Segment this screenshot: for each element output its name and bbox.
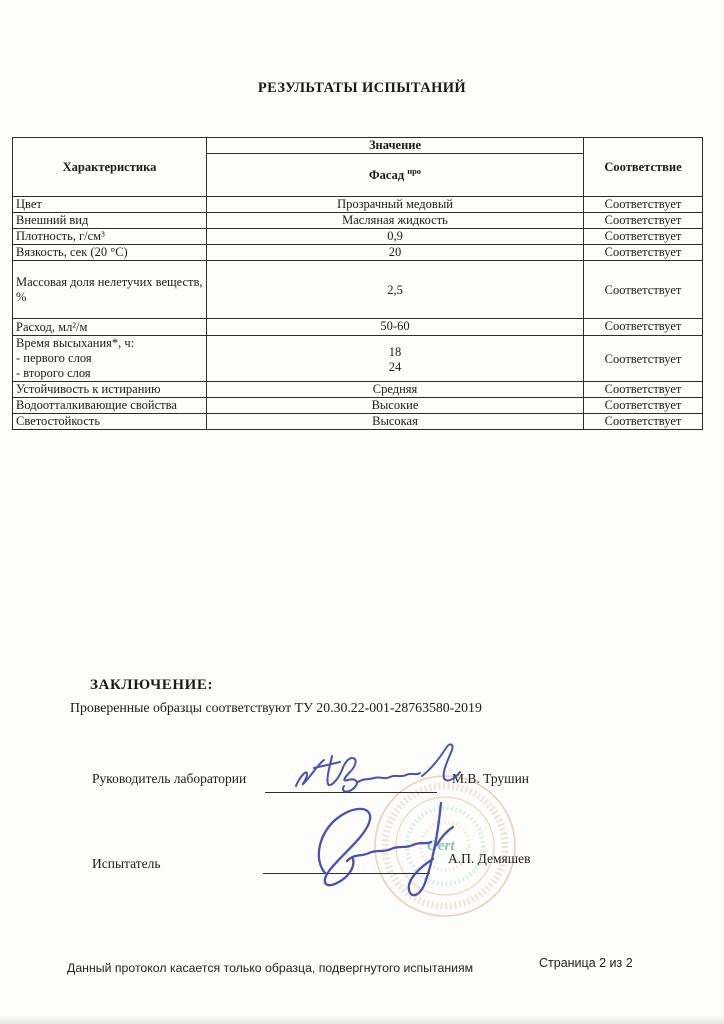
- cell-compliance: Соответствует: [584, 261, 703, 319]
- cell-value: Средняя: [207, 382, 584, 398]
- table-row: [13, 261, 703, 319]
- cell-value: 2,5: [207, 261, 584, 319]
- signature-name-2: А.П. Демяшев: [448, 851, 531, 866]
- cell-characteristic: Время высыхания*, ч: - первого слоя - второго слоя: [13, 336, 207, 382]
- table-row: [13, 229, 703, 245]
- cell-compliance: Соответствует: [584, 414, 703, 430]
- cell-value: Высокая: [207, 414, 584, 430]
- table-header-row: [13, 138, 703, 154]
- signature-ink-2: [295, 795, 495, 905]
- signature-role-1: Руководитель лаборатории: [92, 771, 247, 786]
- cell-compliance: Соответствует: [584, 319, 703, 336]
- header-value-group: Значение: [207, 138, 584, 154]
- cell-compliance: Соответствует: [584, 398, 703, 414]
- cell-compliance: Соответствует: [584, 336, 703, 382]
- header-compliance: Соответствие: [584, 138, 703, 197]
- cell-characteristic: Цвет: [13, 197, 207, 213]
- conclusion-heading: ЗАКЛЮЧЕНИЕ:: [90, 677, 214, 693]
- cell-value: Прозрачный медовый: [207, 197, 584, 213]
- conclusion-text: Проверенные образцы соответствуют ТУ 20.30.22-001-28763580-2019: [70, 700, 482, 715]
- cell-compliance: Соответствует: [584, 245, 703, 261]
- stamp-center-text: Gert: [427, 838, 455, 854]
- cell-value: Высокие: [207, 398, 584, 414]
- cell-value: 0,9: [207, 229, 584, 245]
- cell-characteristic: Массовая доля нелетучих веществ, %: [13, 261, 207, 319]
- cell-value: 18 24: [207, 336, 584, 382]
- table-row: [13, 336, 703, 382]
- header-product: Фасад $^{про}$: [207, 154, 584, 197]
- signature-name-1: М.В. Трушин: [452, 771, 530, 786]
- cell-characteristic: Внешний вид: [13, 213, 207, 229]
- table-row: [13, 319, 703, 336]
- page-number: Страница 2 из 2: [539, 956, 633, 970]
- product-superscript: про: [407, 166, 422, 177]
- results-table: [12, 137, 703, 430]
- signature-role-2: Испытатель: [92, 856, 161, 871]
- signature-ink-1: [288, 742, 478, 802]
- footer-note: Данный протокол касается только образца, подвергнутого испытаниям: [67, 961, 474, 975]
- cell-compliance: Соответствует: [584, 197, 703, 213]
- cell-value: 20: [207, 245, 584, 261]
- cell-characteristic: Устойчивость к истиранию: [13, 382, 207, 398]
- cell-characteristic: Вязкость, сек (20 °С): [13, 245, 207, 261]
- scan-edge-shadow: [0, 1015, 724, 1024]
- cell-characteristic: Водоотталкивающие свойства: [13, 398, 207, 414]
- table-row: [13, 414, 703, 430]
- page-title: РЕЗУЛЬТАТЫ ИСПЫТАНИЙ: [257, 80, 467, 96]
- cell-characteristic: Расход, мл²/м: [13, 319, 207, 336]
- header-characteristic: Характеристика: [13, 138, 207, 197]
- cell-characteristic: Плотность, г/см³: [13, 229, 207, 245]
- table-row: [13, 213, 703, 229]
- table-row: [13, 245, 703, 261]
- table-row: [13, 197, 703, 213]
- cell-value: 50-60: [207, 319, 584, 336]
- cell-characteristic: Светостойкость: [13, 414, 207, 430]
- table-row: [13, 398, 703, 414]
- cell-compliance: Соответствует: [584, 229, 703, 245]
- table-row: [13, 382, 703, 398]
- cell-value: Масляная жидкость: [207, 213, 584, 229]
- cell-compliance: Соответствует: [584, 213, 703, 229]
- cell-compliance: Соответствует: [584, 382, 703, 398]
